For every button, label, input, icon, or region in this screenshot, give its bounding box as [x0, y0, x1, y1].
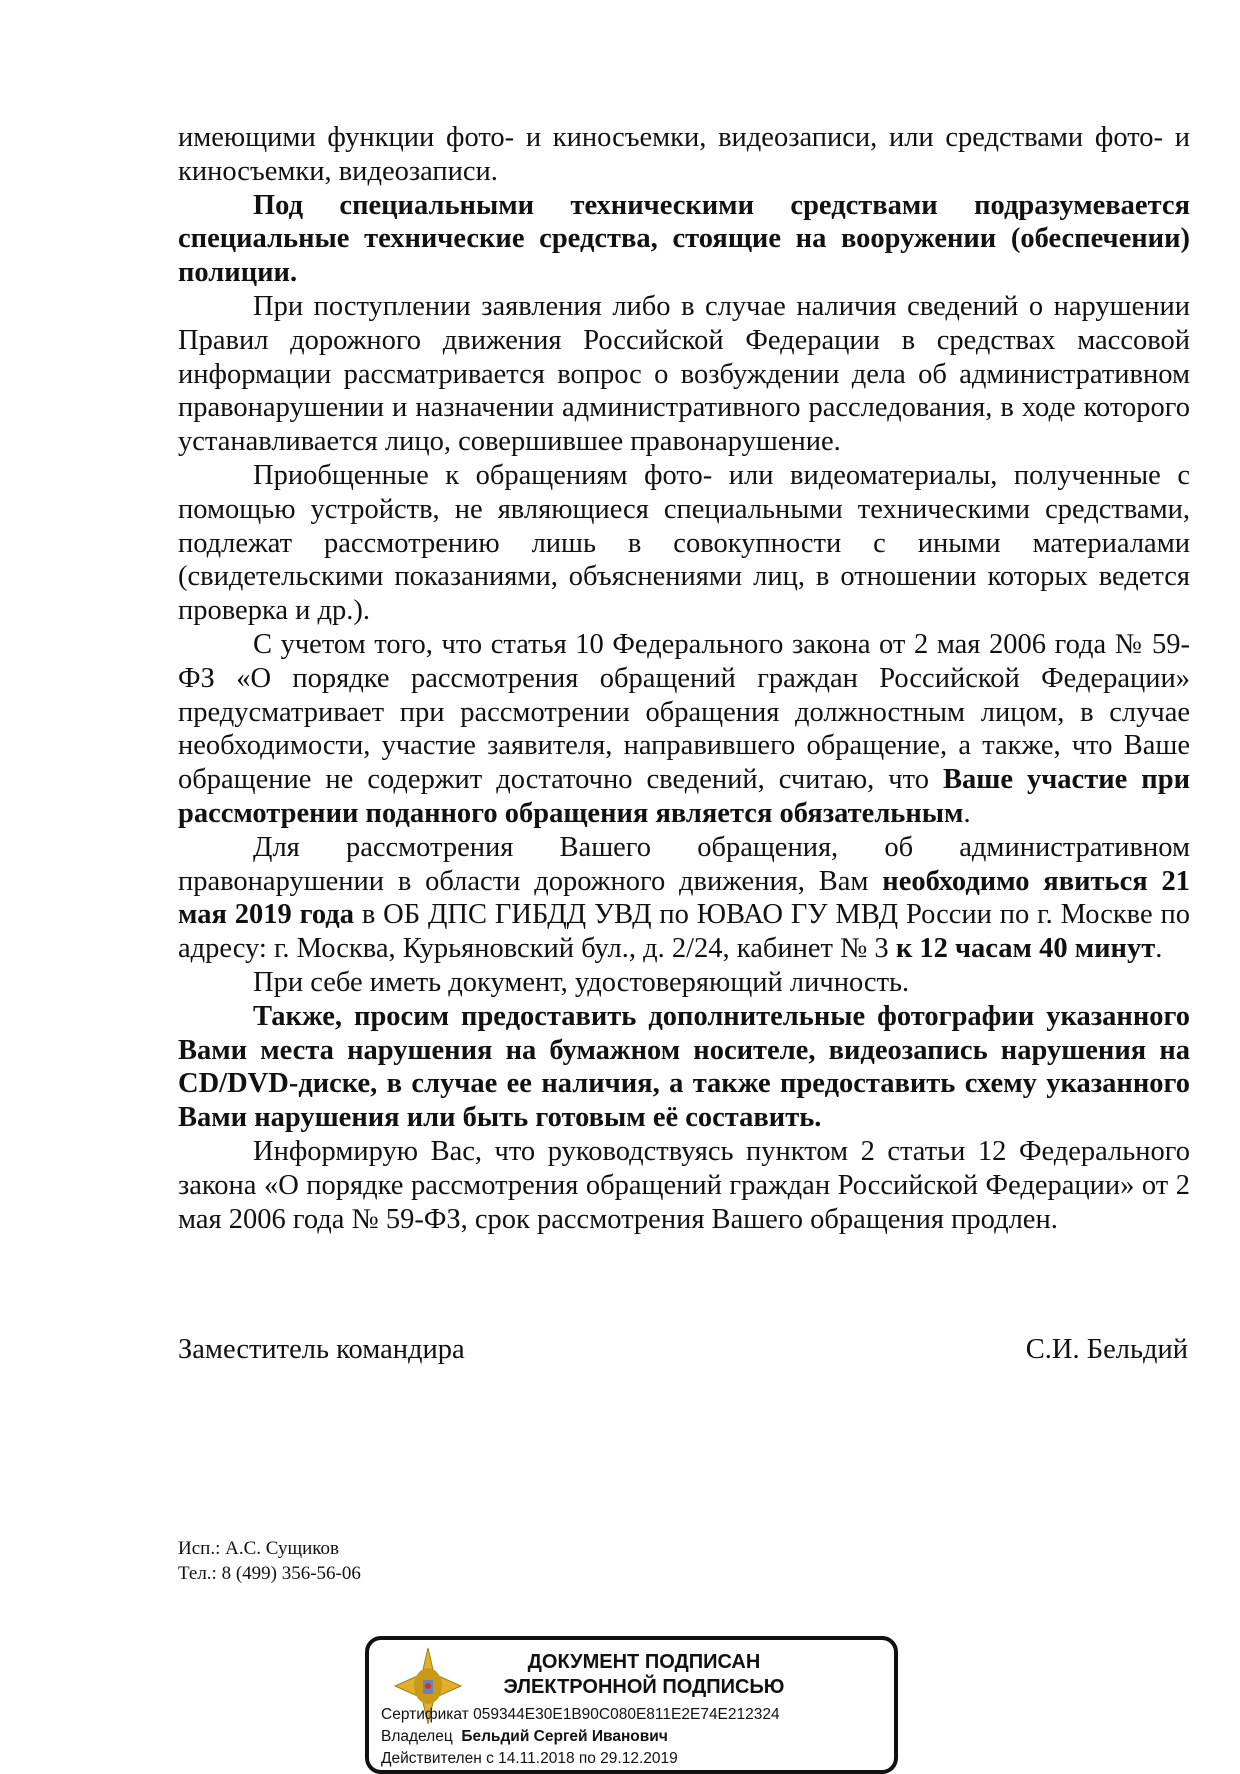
- paragraph: [178, 831, 1190, 966]
- paragraph: При себе иметь документ, удостоверяющий личность.: [253, 966, 910, 998]
- stamp-title-line: ЭЛЕКТРОННОЙ ПОДПИСЬЮ: [503, 1676, 785, 1698]
- stamp-title-line: ДОКУМЕНТ ПОДПИСАН: [527, 1651, 761, 1673]
- signatory-position: Заместитель командира: [178, 1334, 465, 1365]
- paragraph: Приобщенные к обращениям фото- или видеоматериалы, полученные с помощью устройств, не являющиеся специальными техническими средствами, подлежат рассмотрению лишь в совокупности с иными материалами (свидетельскими показаниями, объяснениями лиц, в отношении которых ведется проверка и др.).: [178, 459, 1190, 627]
- validity-row: Действителен с 14.11.2018 по 29.12.2019: [381, 1750, 678, 1767]
- bold-text: Ваше участие при рассмотрении поданного обращения является обязательным: [178, 764, 1190, 829]
- signatory-name: С.И. Бельдий: [1025, 1334, 1188, 1365]
- paragraph: имеющими функции фото- и киносъемки, видеозаписи, или средствами фото- и киносъемки, видеозаписи.: [178, 122, 1190, 187]
- bold-text: Под специальными техническими средствами подразумевается специальные технические средства, стоящие на вооружении (обеспечении) полиции.: [178, 189, 1190, 289]
- paragraph: [178, 628, 1190, 831]
- certificate-row: [381, 1706, 780, 1724]
- bold-text: к 12 часам 40 минут: [895, 933, 1156, 965]
- certificate-number: 059344E30E1B90C080E811E2E74E212324: [473, 1706, 780, 1723]
- executor-info: [178, 1536, 361, 1586]
- letter-body: [178, 121, 1190, 1236]
- bold-text: Также, просим предоставить дополнительные фотографии указанного Вами места нарушения на бумажном носителе, видеозапись нарушения на CD/DVD-диске, в случае ее наличия, а также предоставить схему указанного Вами нарушения или быть готовым её составить.: [178, 1000, 1190, 1134]
- stamp-title: [489, 1650, 799, 1700]
- executor-phone: Тел.: 8 (499) 356-56-06: [178, 1563, 361, 1584]
- bold-text: необходимо явиться 21 мая 2019 года: [178, 865, 1190, 931]
- text: в ОБ ДПС ГИБДД УВД по ЮВАО ГУ МВД России по г. Москве по адресу: г. Москва, Курьяновский бул., д. 2/24, кабинет № 3: [178, 899, 1190, 965]
- owner-row: [381, 1728, 668, 1746]
- paragraph: При поступлении заявления либо в случае наличия сведений о нарушении Правил дорожного движения Российской Федерации в средствах массовой информации рассматривается вопрос о возбуждении дела об административном правонарушении и назначении административного расследования, в ходе которого устанавливается лицо, совершившее правонарушение.: [178, 290, 1190, 458]
- text: .: [963, 797, 971, 829]
- certificate-label: Сертификат: [381, 1706, 469, 1723]
- owner-label: Владелец: [381, 1728, 453, 1745]
- paragraph: Информирую Вас, что руководствуясь пунктом 2 статьи 12 Федерального закона «О порядке рассмотрения обращений граждан Российской Федерации» от 2 мая 2006 года № 59-ФЗ, срок рассмотрения Вашего обращения продлен.: [178, 1135, 1190, 1235]
- paragraph-bold: [178, 189, 1190, 290]
- executor-name: Исп.: А.С. Сущиков: [178, 1538, 339, 1559]
- text: .: [1155, 933, 1163, 965]
- paragraph-bold: [178, 1000, 1190, 1135]
- text: С учетом того, что статья 10 Федерального закона от 2 мая 2006 года № 59-ФЗ «О порядке рассмотрения обращений граждан Российской Федерации» предусматривает при рассмотрении обращения должностным лицом, в случае необходимости, участие заявителя, направившего обращение, а также, что Ваше обращение не содержит достаточно сведений, считаю, что: [178, 628, 1190, 796]
- electronic-signature-stamp: [365, 1636, 898, 1774]
- text: Для рассмотрения Вашего обращения, об административном правонарушении в области дорожного движения, Вам: [178, 831, 1190, 897]
- owner-name: Бельдий Сергей Иванович: [461, 1728, 668, 1745]
